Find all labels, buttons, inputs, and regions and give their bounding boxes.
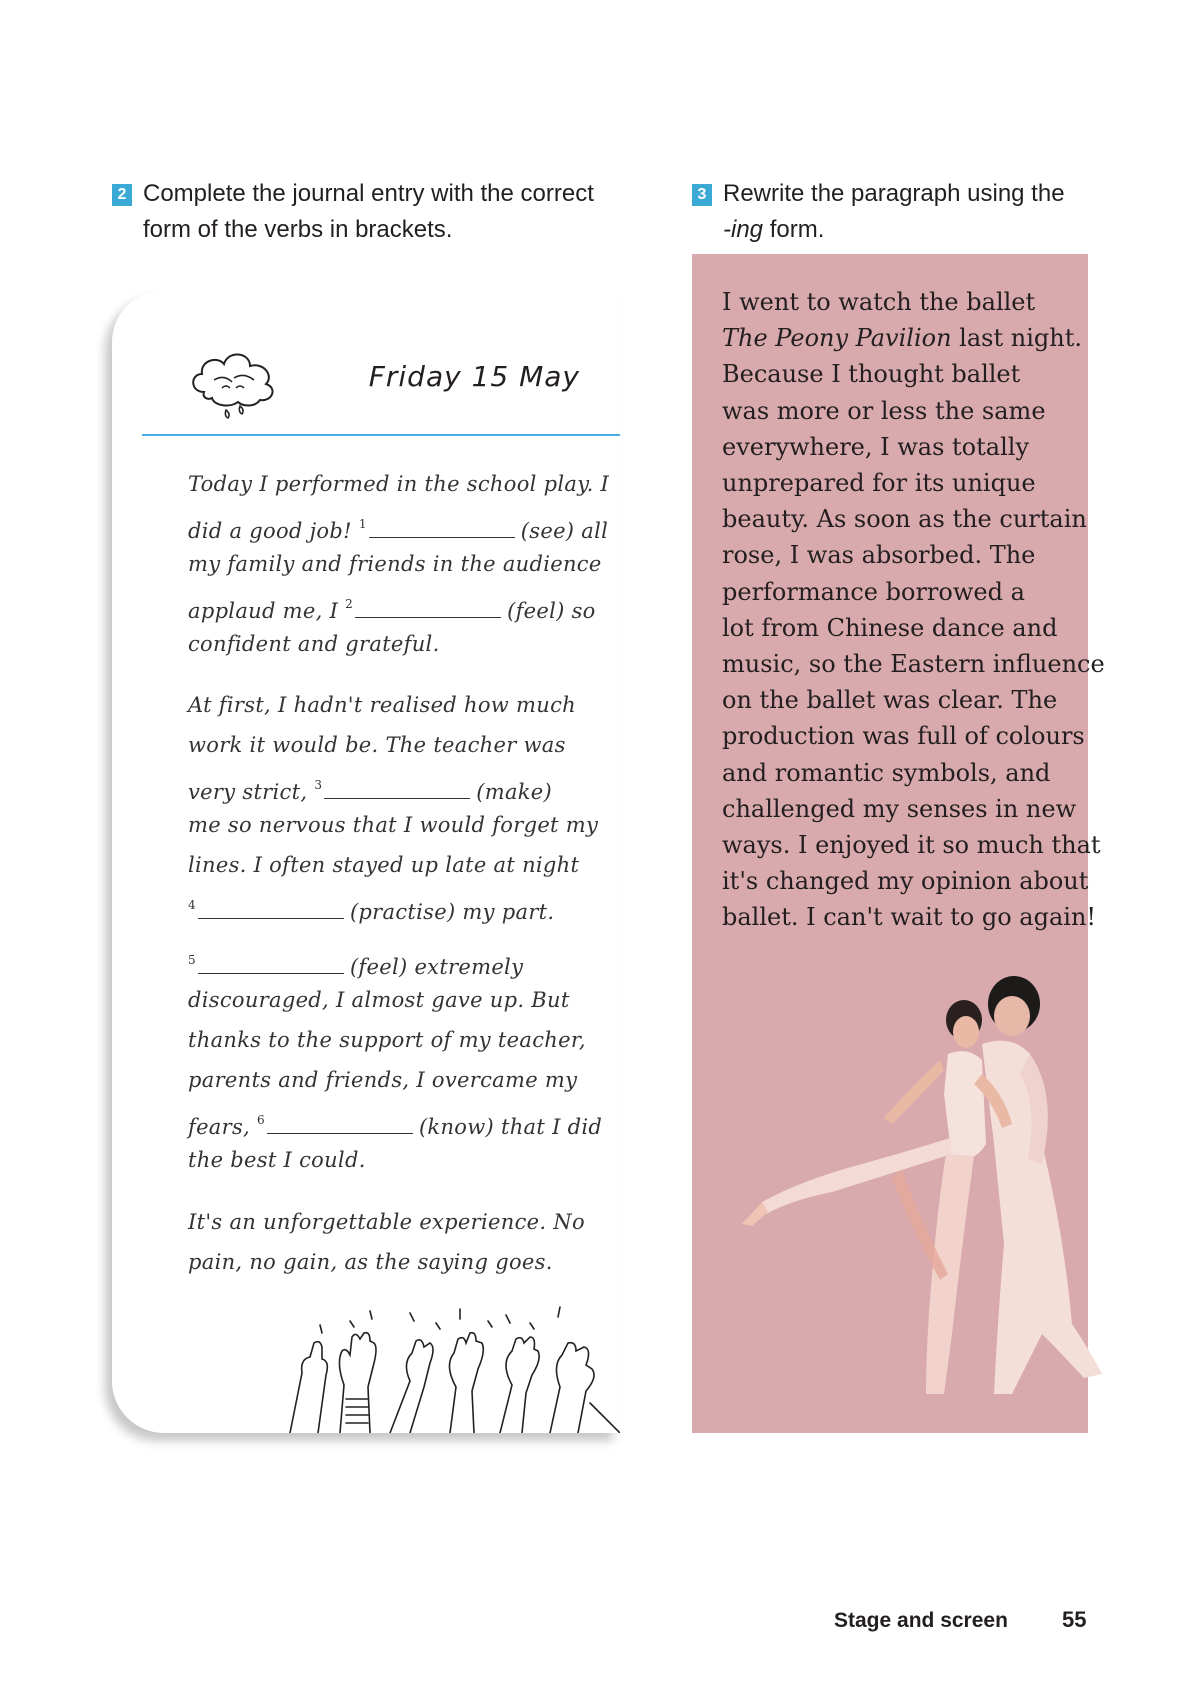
exercise-3-instruction: Rewrite the paragraph using the -ing form. — [723, 180, 1065, 243]
reading-paragraph: I went to watch the ballet The Peony Pavilion last night. Because I thought ballet was more or less the same everywhere, I was totally unprepared for its unique beauty. As soon as the curtain rose, I was absorbed. The performance borrowed a lot from Chinese dance and music, so the Eastern influence on the ballet was clear. The production was full of colours and romantic symbols, and challenged my senses in new ways. I enjoyed it so much that it's changed my opinion about ballet. I can't wait to go again! — [722, 288, 1105, 932]
answer-blank-1[interactable] — [369, 517, 515, 538]
exercise-2-instruction: Complete the journal entry with the correct form of the verbs in brackets. — [143, 180, 594, 243]
reading-panel — [692, 254, 1105, 1433]
page-number: 55 — [1062, 1607, 1087, 1632]
cloud-icon — [184, 344, 284, 424]
ballet-dancers-photo — [712, 974, 1112, 1414]
answer-blank-2[interactable] — [355, 597, 501, 618]
exercise-3-number: 3 — [692, 184, 712, 206]
answer-blank-4[interactable] — [198, 898, 344, 919]
journal-paragraph-4: It's an unforgettable experience. No pain, no gain, as the saying goes. — [188, 1210, 585, 1274]
answer-blank-6[interactable] — [267, 1113, 413, 1134]
answer-blank-3[interactable] — [324, 778, 470, 799]
journal-paragraph-1: Today I performed in the school play. I did a good job! $^1$ (see) all my family and friends in the audience applaud me, I $^2$ (feel) so confident and grateful. — [188, 472, 610, 656]
clapping-hands-illustration — [260, 1303, 620, 1433]
journal-paragraph-2: At first, I hadn't realised how much work it would be. The teacher was very strict, $^3$ (make) me so nervous that I would forget my lines. I often stayed up late at night $^4$ (practise) my part. — [188, 693, 599, 924]
journal-date: Friday 15 May — [368, 360, 580, 393]
chapter-title: Stage and screen — [834, 1609, 1008, 1632]
journal-paragraph-3: $^5$ (feel) extremely discouraged, I almost gave up. But thanks to the support of my teacher, parents and friends, I overcame my fears, $^6$ (know) that I did the best I could. — [188, 953, 603, 1172]
exercise-2-number: 2 — [112, 184, 132, 206]
answer-blank-5[interactable] — [198, 953, 344, 974]
journal-card — [112, 290, 620, 1433]
journal-divider — [142, 434, 620, 436]
